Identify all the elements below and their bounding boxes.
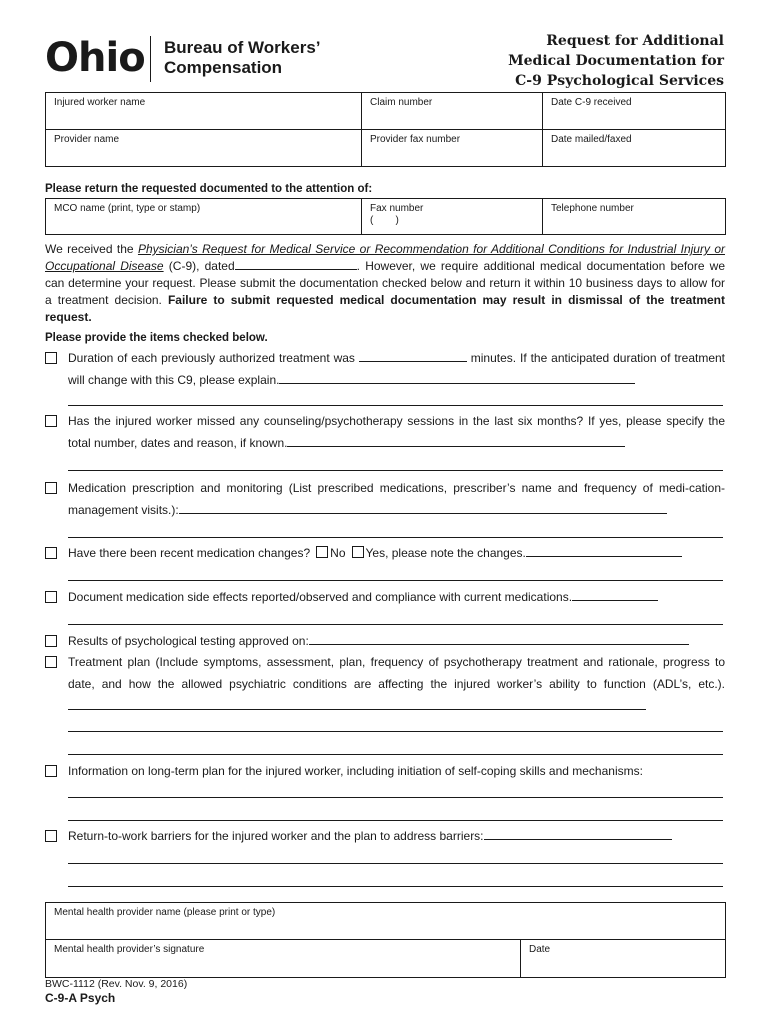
form-code: C-9-A Psych bbox=[45, 991, 116, 1005]
items-heading: Please provide the items checked below. bbox=[45, 332, 268, 344]
item-treatment-plan bbox=[45, 651, 725, 717]
item-return-to-work bbox=[45, 825, 725, 847]
telephone-label: Telephone number bbox=[551, 203, 634, 214]
psych-testing-text: Results of psychological testing approved on: bbox=[68, 634, 309, 648]
return-table bbox=[45, 198, 726, 235]
agency-line-2: Compensation bbox=[164, 58, 283, 77]
psych-testing-blank[interactable] bbox=[309, 631, 689, 645]
item-medication-changes bbox=[45, 542, 725, 564]
psych-testing-checkbox[interactable] bbox=[45, 635, 57, 647]
medication-changes-question: Have there been recent medication changes? bbox=[68, 546, 311, 560]
item-psych-testing bbox=[45, 630, 725, 652]
provider-name-print-label: Mental health provider name (please print or type) bbox=[54, 907, 276, 918]
medication-text: Medication prescription and monitoring (List prescribed medications, prescriber’s name and frequency of medi-cation-management visits.): bbox=[68, 481, 725, 517]
side-effects-blank[interactable] bbox=[572, 587, 658, 601]
intro-text-2: (C-9), dated bbox=[163, 259, 235, 273]
claim-info-table bbox=[45, 92, 726, 167]
return-to-work-checkbox[interactable] bbox=[45, 830, 57, 842]
form-number: BWC-1112 (Rev. Nov. 9, 2016) bbox=[45, 978, 188, 990]
signature-date-field[interactable] bbox=[521, 940, 726, 978]
signature-date-label: Date bbox=[529, 944, 551, 955]
treatment-plan-checkbox[interactable] bbox=[45, 656, 57, 668]
provider-name-field[interactable] bbox=[46, 130, 362, 167]
date-c9-received-field[interactable] bbox=[543, 93, 726, 130]
duration-text-b: minutes. If the anticipated duration of treatment will change with this C9, please explain. bbox=[68, 351, 726, 387]
date-mailed-label: Date mailed/faxed bbox=[551, 134, 632, 145]
missed-sessions-text: Has the injured worker missed any counseling/psychotherapy sessions in the last six months? If yes, please specify the total number, dates and reason, if known. bbox=[68, 414, 725, 450]
c9-date-blank[interactable] bbox=[235, 258, 357, 270]
intro-paragraph bbox=[45, 241, 725, 326]
changes-no-checkbox[interactable] bbox=[316, 546, 328, 558]
long-term-answer-line-1[interactable] bbox=[68, 797, 723, 798]
return-to-work-blank[interactable] bbox=[484, 826, 672, 840]
medication-checkbox[interactable] bbox=[45, 482, 57, 494]
intro-text-3: . However, we require additional medical documentation before we can determine your request. Please submit the documentation checked below and return it within 10 business days to allow for a treatment decision. bbox=[45, 259, 726, 307]
ohio-logo: Ohio bbox=[45, 35, 145, 81]
changes-yes-label: Yes, please note the changes. bbox=[365, 546, 526, 560]
item-side-effects bbox=[45, 586, 725, 608]
telephone-field[interactable] bbox=[543, 199, 726, 235]
duration-explain-blank[interactable] bbox=[279, 370, 635, 384]
duration-answer-line[interactable] bbox=[68, 405, 723, 406]
changes-blank[interactable] bbox=[526, 543, 682, 557]
mco-name-field[interactable] bbox=[46, 199, 362, 235]
intro-text-1: We received the bbox=[45, 242, 138, 256]
fax-area-code: ( ) bbox=[370, 215, 399, 226]
return-heading: Please return the requested documented to the attention of: bbox=[45, 183, 373, 195]
date-mailed-field[interactable] bbox=[543, 130, 726, 167]
provider-name-label: Provider name bbox=[54, 134, 120, 145]
item-medication bbox=[45, 477, 725, 521]
rtw-answer-line-2[interactable] bbox=[68, 886, 723, 887]
provider-name-print-field[interactable] bbox=[46, 903, 726, 940]
side-effects-answer-line[interactable] bbox=[68, 624, 723, 625]
side-effects-text: Document medication side effects reported/observed and compliance with current medications. bbox=[68, 590, 573, 604]
fax-number-label: Fax number bbox=[370, 203, 424, 214]
claim-number-label: Claim number bbox=[370, 97, 433, 108]
document-title bbox=[508, 31, 724, 91]
missed-sessions-blank[interactable] bbox=[287, 433, 625, 447]
duration-minutes-blank[interactable] bbox=[359, 348, 467, 362]
item-duration bbox=[45, 347, 725, 391]
signature-table bbox=[45, 902, 726, 978]
injured-worker-name-label: Injured worker name bbox=[54, 97, 146, 108]
injured-worker-name-field[interactable] bbox=[46, 93, 362, 130]
mco-name-label: MCO name (print, type or stamp) bbox=[54, 203, 201, 214]
item-long-term-plan bbox=[45, 760, 725, 782]
duration-checkbox[interactable] bbox=[45, 352, 57, 364]
duration-text-a: Duration of each previously authorized treatment was bbox=[68, 351, 355, 365]
changes-no-label: No bbox=[330, 546, 346, 560]
treatment-plan-text: Treatment plan (Include symptoms, assessment, plan, frequency of psychotherapy treatment and rationale, progress to date, and how the allowed psychiatric conditions are affecting the injured worker’s ability to function (ADL’s, etc.). bbox=[68, 655, 725, 691]
provider-signature-field[interactable] bbox=[46, 940, 521, 978]
dismissal-warning: Failure to submit requested medical documentation may result in dismissal of the treatment request. bbox=[45, 293, 725, 324]
side-effects-checkbox[interactable] bbox=[45, 591, 57, 603]
medication-blank[interactable] bbox=[179, 500, 667, 514]
title-line-2: Medical Documentation for bbox=[508, 53, 724, 69]
logo-divider bbox=[150, 36, 151, 82]
long-term-plan-checkbox[interactable] bbox=[45, 765, 57, 777]
provider-fax-label: Provider fax number bbox=[370, 134, 461, 145]
fax-number-field[interactable] bbox=[362, 199, 543, 235]
changes-yes-checkbox[interactable] bbox=[352, 546, 364, 558]
title-line-3: C-9 Psychological Services bbox=[515, 73, 724, 89]
treatment-plan-answer-line-1[interactable] bbox=[68, 731, 723, 732]
item-missed-sessions bbox=[45, 410, 725, 454]
long-term-answer-line-2[interactable] bbox=[68, 820, 723, 821]
medication-answer-line[interactable] bbox=[68, 537, 723, 538]
changes-answer-line[interactable] bbox=[68, 580, 723, 581]
c9-form-title: Physician’s Request for Medical Service or Recommendation for Additional Conditions for Industrial Injury or Occupational Disease bbox=[45, 242, 725, 273]
provider-signature-label: Mental health provider’s signature bbox=[54, 944, 205, 955]
claim-number-field[interactable] bbox=[362, 93, 543, 130]
date-c9-received-label: Date C-9 received bbox=[551, 97, 632, 108]
long-term-plan-text: Information on long-term plan for the injured worker, including initiation of self-coping skills and mechanisms: bbox=[68, 764, 643, 778]
missed-sessions-checkbox[interactable] bbox=[45, 415, 57, 427]
return-to-work-text: Return-to-work barriers for the injured worker and the plan to address barriers: bbox=[68, 829, 484, 843]
missed-sessions-answer-line[interactable] bbox=[68, 470, 723, 471]
rtw-answer-line-1[interactable] bbox=[68, 863, 723, 864]
treatment-plan-answer-line-2[interactable] bbox=[68, 754, 723, 755]
agency-name bbox=[164, 38, 321, 78]
medication-changes-checkbox[interactable] bbox=[45, 547, 57, 559]
provider-fax-field[interactable] bbox=[362, 130, 543, 167]
agency-line-1: Bureau of Workers’ bbox=[164, 38, 321, 57]
treatment-plan-blank[interactable] bbox=[68, 696, 646, 710]
title-line-1: Request for Additional bbox=[546, 33, 724, 49]
